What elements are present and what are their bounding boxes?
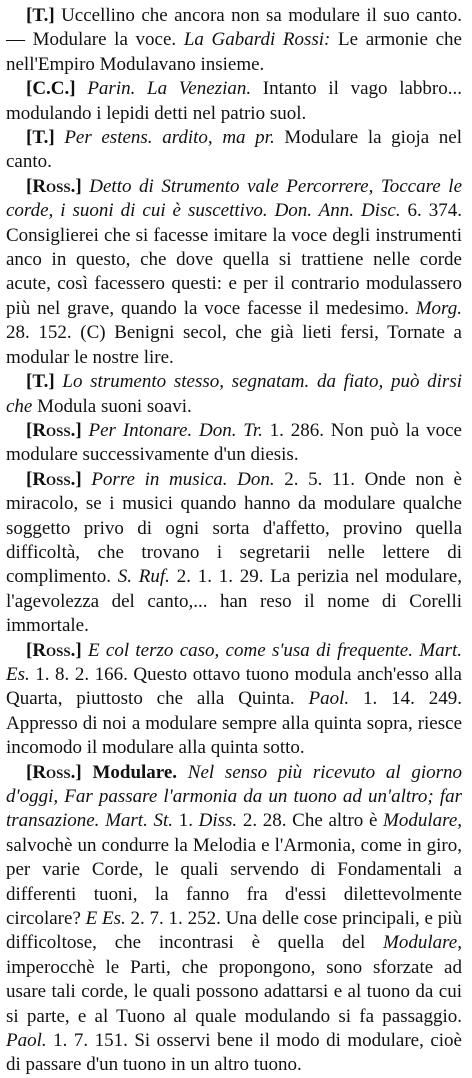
entry-paragraph	[6, 126, 462, 175]
headword: Modulare.	[92, 761, 178, 783]
italic-text: Porre in musica. Don.	[91, 468, 275, 490]
source-tag: [Ross.]	[26, 419, 82, 441]
body-text: 2. 1. 1. 29. La perizia nel modulare, l'agevolezza del canto,... han reso il nome di Corelli immortale.	[6, 566, 462, 637]
body-text: 6. 374. Consiglierei che si facesse imitare la voce degli instrumenti anco in questo, che dove quella si trattiene nelle corde acute, così facessero questi: e per il contrario modulassero più nel grave, quando la voce facesse il medesimo.	[6, 200, 463, 319]
entry-paragraph	[6, 761, 462, 1078]
body-text	[76, 78, 88, 99]
italic-text: Per estens. ardito, ma pr.	[64, 127, 275, 149]
italic-text: La Gabardi Rossi:	[183, 29, 331, 51]
body-text: 2. 28. Che altro è	[237, 810, 384, 832]
body-text: 2. 7. 1. 252. Una delle cose principali, e più difficoltose, che incontrasi è quella del	[6, 908, 462, 954]
entry-paragraph	[6, 639, 462, 761]
entry-paragraph	[6, 77, 462, 126]
body-text: imperocchè le Parti, che propongono, sono sforzate ad usare tali corde, le quali possono adattarsi e al tuono da cui si parte, e al Tuono al quale modulando si fa passaggio.	[6, 956, 462, 1027]
entry-paragraph	[6, 419, 462, 468]
entry-paragraph	[6, 468, 462, 639]
body-text: salvochè un condurre la Melodia e l'Armonia, come in giro, per varie Corde, le quali servendo di Fondamentali a differenti tuoni, la fanno fra d'essi dilettevolmente circolare?	[6, 834, 462, 930]
italic-text: E Es.	[85, 908, 126, 930]
italic-text: Lo strumento stesso, segnatam. da fiato, può dirsi che	[6, 371, 462, 417]
body-text	[82, 420, 89, 441]
body-text: Intanto il vago labbro... modulando i lepidi detti nel patrio suol.	[6, 78, 463, 124]
body-text: 1. 286. Non può la voce modulare successivamente d'un diesis.	[6, 419, 462, 466]
source-tag: [C.C.]	[26, 78, 76, 100]
body-text	[177, 762, 188, 783]
body-text: Modula suoni soavi.	[32, 395, 192, 417]
body-text: 1. 8. 2. 166. Questo ottavo tuono modula anch'esso alla Quarta, piuttosto che alla Quinta.	[6, 663, 462, 710]
body-text: 28. 152. (C) Benigni secol, che già lieti fersi, Tornate a modular le nostre lire.	[6, 322, 462, 368]
entry-paragraph	[6, 4, 462, 77]
source-tag: [Ross.]	[26, 761, 82, 783]
source-tag: [T.]	[26, 371, 55, 393]
italic-text: S. Ruf.	[117, 566, 170, 588]
body-text: Le armonie che nell'Empiro Modulavano insieme.	[6, 29, 462, 75]
source-tag: [Ross.]	[26, 175, 82, 197]
italic-text: Nel senso più ricevuto al giorno d'oggi, Far passare l'armonia da un tuono ad un'altro; far transazione. Mart. St.	[6, 761, 463, 832]
italic-text: Paol.	[308, 688, 350, 710]
body-text	[82, 762, 93, 783]
italic-text: Detto di Strumento vale Percorrere, Toccare le corde, i suoni di cui è suscettivo. Don. Ann. Disc.	[6, 175, 462, 222]
body-text: 2. 5. 11. Onde non è miracolo, se i musici quando hanno da modulare qualche soggetto privo di ogni sorta d'affetto, provino quella difficoltà, che trovano i segretarii nelle lettere di complimento.	[6, 468, 462, 588]
italic-text: Diss.	[198, 810, 238, 832]
italic-text: Modulare,	[383, 932, 462, 954]
source-tag: [Ross.]	[26, 468, 82, 490]
body-text: 1.	[173, 810, 199, 832]
entry-paragraph	[6, 370, 462, 419]
italic-text: Per Intonare. Don. Tr.	[88, 419, 263, 441]
italic-text: Parin. La Venezian.	[87, 78, 252, 100]
source-tag: [T.]	[26, 127, 55, 149]
italic-text: E col terzo caso, come s'usa di frequente. Mart. Es.	[6, 639, 462, 685]
source-tag: [T.]	[26, 5, 55, 26]
entry-paragraph	[6, 175, 462, 370]
body-text	[55, 127, 65, 148]
body-text: Uccellino che ancora non sa modulare il suo canto. — Modulare la voce.	[6, 5, 462, 51]
italic-text: Modulare,	[383, 810, 463, 832]
body-text: 1. 14. 249. Appresso di noi a modulare sempre alla quinta sopra, riesce incomodo il modulare alla quinta sotto.	[6, 688, 462, 759]
body-text: 1. 7. 151. Si osservi bene il modo di modulare, cioè di passare d'un tuono in un altro tuono.	[6, 1030, 462, 1076]
source-tag: [Ross.]	[26, 639, 82, 661]
body-text: Modulare la gioja nel canto.	[6, 127, 463, 173]
body-text	[82, 469, 92, 490]
italic-text: Morg.	[415, 297, 462, 319]
italic-text: Paol.	[6, 1030, 47, 1052]
